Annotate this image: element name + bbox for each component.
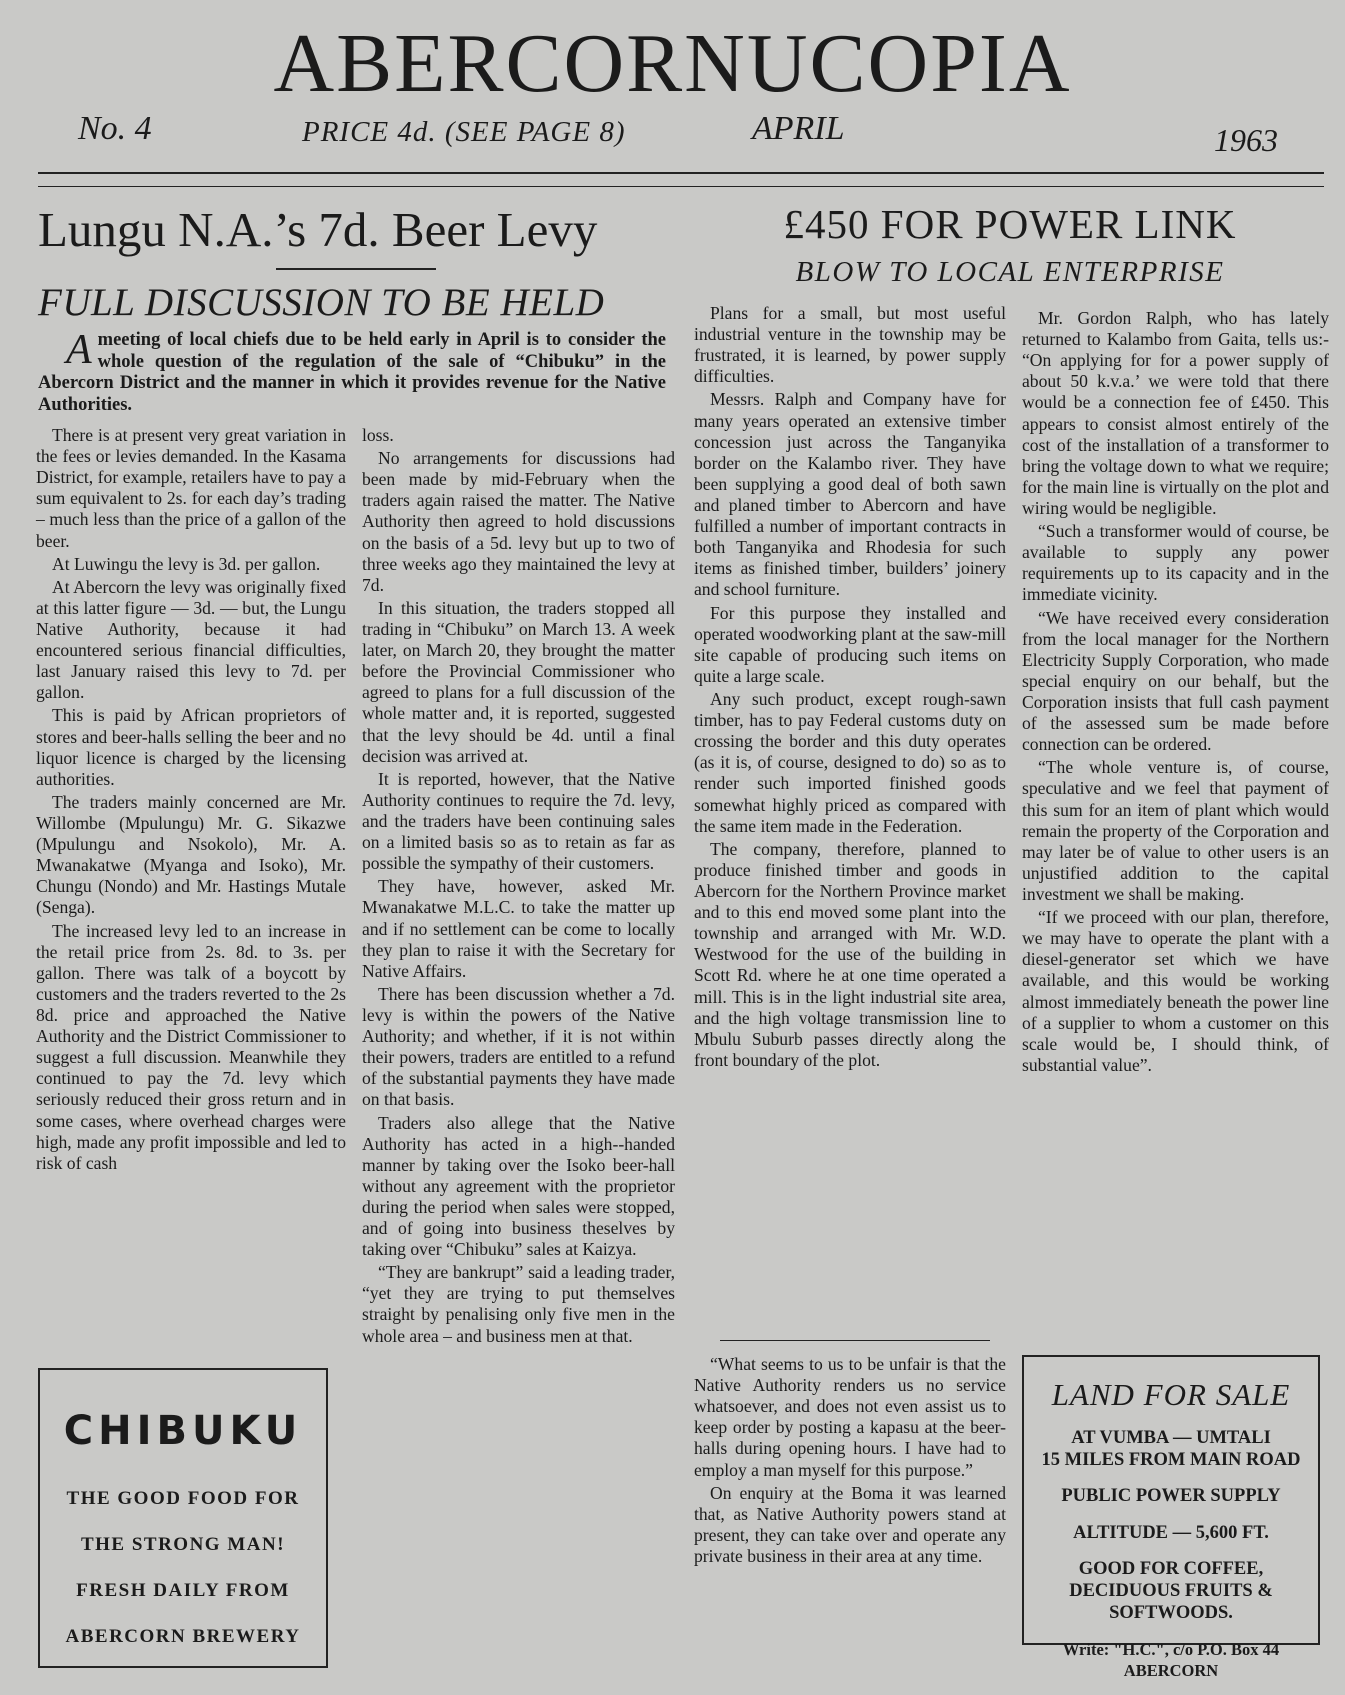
- column-3-continued: [694, 1354, 1006, 1569]
- masthead-rule-thin: [38, 186, 1324, 187]
- paragraph: There has been discussion whether a 7d. levy is within the powers of the Native Authority; and whether, if it is not within their powers, traders are entitled to a refund of the substantial payments they have made on that basis.: [362, 983, 675, 1110]
- subhead-full-discussion: FULL DISCUSSION TO BE HELD: [38, 281, 605, 324]
- paragraph: Traders also allege that the Native Authority has acted in a high--handed manner by taking over the Isoko beer-hall without any agreement with the proprietor during the period when sales were stopped, and of going into business theselves by taking over “Chibuku” sales at Kaizya.: [362, 1112, 675, 1260]
- paragraph: They have, however, asked Mr. Mwanakatwe M.L.C. to take the matter up and if no settlement can be come to locally they plan to raise it with the Secretary for Native Affairs.: [362, 876, 675, 981]
- advert-contact: Write: "H.C.", c/o P.O. Box 44 ABERCORN: [1062, 1640, 1280, 1680]
- paragraph: “The whole venture is, of course, speculative and we feel that payment of this sum for an item of plant which would remain the property of the Corporation and may later be of value to other users is an unjustified addition to the capital investment we shall be making.: [1022, 757, 1329, 904]
- issue-month: APRIL: [752, 110, 845, 147]
- masthead-title: ABERCORNUCOPIA: [273, 17, 1072, 110]
- advert-title: LAND FOR SALE: [1051, 1377, 1291, 1412]
- issue-price: PRICE 4d. (SEE PAGE 8): [302, 116, 626, 148]
- lead-text: meeting of local chiefs due to be held early in April is to consider the whole question of the regulation of the sale of “Chibuku” in the Abercorn District and the manner in which it provides revenue for the Native Authorities.: [38, 330, 666, 415]
- issue-year: 1963: [1214, 122, 1278, 158]
- paragraph: At Abercorn the levy was originally fixed at this latter figure — 3d. — but, the Lungu Native Authority, because it had encountered serious financial difficulties, last January raised this levy to 7d. per gallon.: [36, 576, 346, 703]
- advert-line: ALTITUDE — 5,600 FT.: [1073, 1522, 1269, 1543]
- advert-line: THE STRONG MAN!: [80, 1534, 286, 1555]
- advert-brand: CHIBUKU: [63, 1408, 303, 1454]
- paragraph: In this situation, the traders stopped all trading in “Chibuku” on March 13. A week later, on March 20, they brought the matter before the Provincial Commissioner who agreed to plans for a full discussion of the whole matter and, it is reported, suggested that the levy should be 4d. until a final decision was arrived at.: [362, 597, 675, 766]
- lead-paragraph: [38, 327, 666, 417]
- paragraph: The company, therefore, planned to produce finished timber and goods in Abercorn for the Northern Province market and to this end moved some plant into the township and arranged with Mr. W.D. Westwood for the use of the building in Scott Rd. where he at one time operated a mill. This is in the light industrial site area, and the high voltage transmission line to Mbulu Suburb passes directly along the front boundary of the plot.: [694, 838, 1006, 1070]
- column-3: [694, 303, 1006, 1073]
- advert-line: 15 MILES FROM MAIN ROAD: [1041, 1450, 1301, 1471]
- headline-power-link: £450 FOR POWER LINK: [783, 201, 1237, 247]
- paragraph: The traders mainly concerned are Mr. Willombe (Mpulungu) Mr. G. Sikazwe (Mpulungu and Nsokolo), Mr. A. Mwanakatwe (Myanga and Isoko), Mr. Chungu (Nondo) and Mr. Hastings Mutale (Senga).: [36, 791, 346, 918]
- paragraph: The increased levy led to an increase in the retail price from 2s. 8d. to 3s. per gallon. There was talk of a boycott by customers and the traders reverted to the 2s 8d. price and approached the Native Authority and the District Commissioner to suggest a full discussion. Meanwhile they continued to pay the 7d. levy which seriously reduced their gross return and in some cases, where overhead charges were high, made any profit impossible and led to risk of cash: [36, 920, 346, 1173]
- column-4: [1022, 308, 1329, 1078]
- advert-chibuku: [38, 1368, 328, 1668]
- paragraph: “They are bankrupt” said a leading trader, “yet they are trying to put themselves straight by penalising only five men in the whole area – and business men at that.: [362, 1262, 675, 1346]
- column-divider: [720, 1340, 990, 1341]
- paragraph: loss.: [362, 425, 394, 445]
- issue-number: No. 4: [78, 110, 152, 147]
- advert-line: ABERCORN BREWERY: [65, 1626, 301, 1647]
- advert-line: AT VUMBA — UMTALI: [1071, 1428, 1271, 1448]
- paragraph: No arrangements for discussions had been made by mid-February when the traders again raised the matter. The Native Authority then agreed to hold discussions on the basis of a 5d. levy but up to two of three weeks ago they maintained the levy at 7d.: [362, 448, 675, 595]
- advert-line: GOOD FOR COFFEE, DECIDUOUS FRUITS & SOFTWOODS.: [1069, 1558, 1273, 1624]
- paragraph: At Luwingu the levy is 3d. per gallon.: [52, 553, 321, 574]
- paragraph: It is reported, however, that the Native Authority continues to require the 7d. levy, and the traders have been continuing sales on a limited basis so as to retain as far as possible the sympathy of their customers.: [362, 768, 675, 874]
- advert-line: PUBLIC POWER SUPPLY: [1061, 1486, 1281, 1507]
- paragraph: On enquiry at the Boma it was learned that, as Native Authority powers stand at present, they can take over and operate any private business in their area at any time.: [694, 1482, 1006, 1566]
- paragraph: “What seems to us to be unfair is that the Native Authority renders us no service whatsoever, and does not even assist us to keep order by posting a kapasu at the beer-halls during opening hours. I have had to employ a man myself for this purpose.”: [694, 1354, 1006, 1480]
- subhead-local-enterprise: BLOW TO LOCAL ENTERPRISE: [795, 256, 1225, 288]
- advert-land-for-sale: [1022, 1355, 1320, 1680]
- paragraph: “Such a transformer would of course, be available to supply any power requirements up to its capacity and in the immediate vicinity.: [1022, 521, 1329, 605]
- column-2: [362, 425, 675, 1349]
- paragraph: Plans for a small, but most useful industrial venture in the township may be frustrated, it is learned, by power supply difficulties.: [694, 303, 1006, 387]
- paragraph: Any such product, except rough-sawn timber, has to pay Federal customs duty on crossing the border and this duty operates (as it is, of course, designed to do) so as to render such imported finished goods somewhat highly priced as compared with the same item made in the Federation.: [694, 688, 1006, 836]
- paragraph: For this purpose they installed and operated woodworking plant at the saw-mill site capable of producing such items on quite a large scale.: [694, 602, 1006, 686]
- drop-cap: A: [66, 327, 92, 373]
- paragraph: This is paid by African proprietors of stores and beer-halls selling the beer and no liquor licence is charged by the licensing authorities.: [36, 705, 346, 789]
- column-1: [36, 425, 346, 1176]
- paragraph: There is at present very great variation in the fees or levies demanded. In the Kasama District, for example, retailers have to pay a sum equivalent to 2s. for each day’s trading – much less than the price of a gallon of the beer.: [36, 425, 346, 551]
- paragraph: “We have received every consideration from the local manager for the Northern Electricity Supply Corporation, who made special enquiry on our behalf, but the Corporation insists that full cash payment of the assessed sum be made before connection can be ordered.: [1022, 607, 1329, 755]
- advert-line: THE GOOD FOOD FOR: [66, 1488, 300, 1509]
- headline-divider: [276, 268, 436, 270]
- paragraph: Mr. Gordon Ralph, who has lately returned to Kalambo from Gaita, tells us:- “On applying for for a power supply of about 50 k.v.a.’ we were told that there would be a connection fee of £450. This appears to consist almost entirely of the cost of the installation of a transformer to bring the voltage down to what we require; for the main line is virtually on the plot and wiring would be negligible.: [1022, 308, 1329, 518]
- headline-beer-levy: Lungu N.A.’s 7d. Beer Levy: [38, 202, 598, 257]
- paragraph: “If we proceed with our plan, therefore, we may have to operate the plant with a diesel-generator set which we have available, and this would be working almost immediately beneath the power line of a supplier to whom a customer on this scale would be, I should think, of substantial value”.: [1022, 907, 1329, 1075]
- paragraph: Messrs. Ralph and Company have for many years operated an extensive timber concession just across the Tanganyika border on the Kalambo river. They have been supplying a good deal of both sawn and planed timber to Abercorn and have fulfilled a number of important contracts in both Tanganyika and Rhodesia for such items as finished timber, builders’ joinery and school furniture.: [694, 389, 1006, 600]
- masthead-rule: [38, 172, 1324, 174]
- advert-line: FRESH DAILY FROM: [76, 1580, 290, 1601]
